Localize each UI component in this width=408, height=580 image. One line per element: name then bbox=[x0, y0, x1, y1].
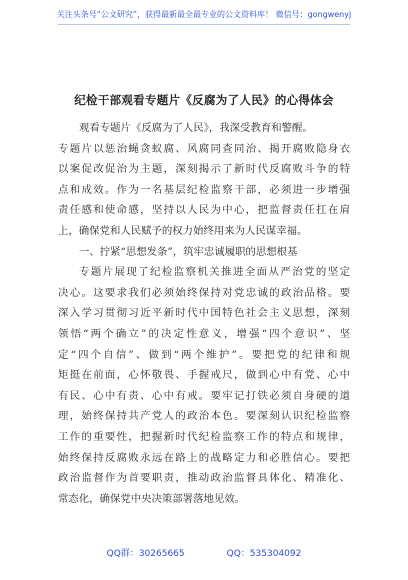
paragraph-line: 定“四个自信”、做到“两个维护”。要把党的纪律和规 bbox=[58, 348, 350, 361]
paragraph-line: 专题片展现了纪检监察机关推进全面从严治党的坚定 bbox=[79, 266, 350, 279]
paragraph-line: 政治监督作为首要职责，推动政治监督具体化、精准化、 bbox=[58, 472, 350, 485]
paragraph-line: 矩挺在前面，心怀敬畏、手握戒尺，做到心中有党、心中 bbox=[58, 369, 350, 382]
paragraph-line: 决心。这要求我们必须始终保持对党忠诚的政治品格。要 bbox=[58, 286, 350, 299]
footer-contact bbox=[0, 546, 408, 559]
footer-qq-number[interactable]: QQ：535304092 bbox=[226, 549, 302, 559]
footer-qq-group[interactable]: QQ群：30265665 bbox=[106, 549, 185, 559]
header-banner[interactable]: 关注头条号“公文研究”，获得最新最全最专业的公文资料库！ 微信号：gongwenyj bbox=[56, 10, 352, 19]
paragraph-line: 以案促改促治为主题，深刻揭示了新时代反腐败斗争的特 bbox=[58, 163, 350, 176]
document-title: 纪检干部观看专题片《反腐为了人民》的心得体会 bbox=[74, 93, 334, 107]
paragraph-line: 上，确保党和人民赋予的权力始终用来为人民谋幸福。 bbox=[58, 224, 308, 237]
paragraph-line: 观看专题片《反腐为了人民》，我深受教育和警醒。 bbox=[79, 122, 313, 134]
paragraph-line: 理，始终保持共产党人的政治本色。要深刻认识纪检监察 bbox=[58, 410, 350, 423]
header-divider bbox=[58, 24, 350, 25]
paragraph-line: 点和成效。作为一名基层纪检监察干部，必须进一步增强 bbox=[58, 183, 350, 196]
document-body bbox=[58, 118, 350, 509]
paragraph-line: 常态化，确保党中央决策部署落地见效。 bbox=[58, 492, 246, 505]
paragraph-line: 工作的重要性，把握新时代纪检监察工作的特点和规律， bbox=[58, 430, 350, 443]
section-heading: 一、拧紧“思想发条”，筑牢忠诚履职的思想根基 bbox=[79, 245, 298, 258]
paragraph-line: 专题片以惩治蝇贪蚁腐、风腐同查同治、揭开腐败隐身衣 bbox=[58, 142, 350, 155]
paragraph-line: 始终保持反腐败永远在路上的战略定力和必胜信心。要把 bbox=[58, 451, 350, 464]
paragraph-line: 有民、心中有责、心中有戒。要牢记打铁必须自身硬的道 bbox=[58, 389, 350, 402]
paragraph-line: 责任感和使命感，坚持以人民为中心，把监督责任扛在肩 bbox=[58, 204, 350, 217]
paragraph-line: 深入学习贯彻习近平新时代中国特色社会主义思想，深刻 bbox=[58, 307, 350, 320]
paragraph-line: 领悟“两个确立”的决定性意义，增强“四个意识”、坚 bbox=[58, 327, 350, 340]
